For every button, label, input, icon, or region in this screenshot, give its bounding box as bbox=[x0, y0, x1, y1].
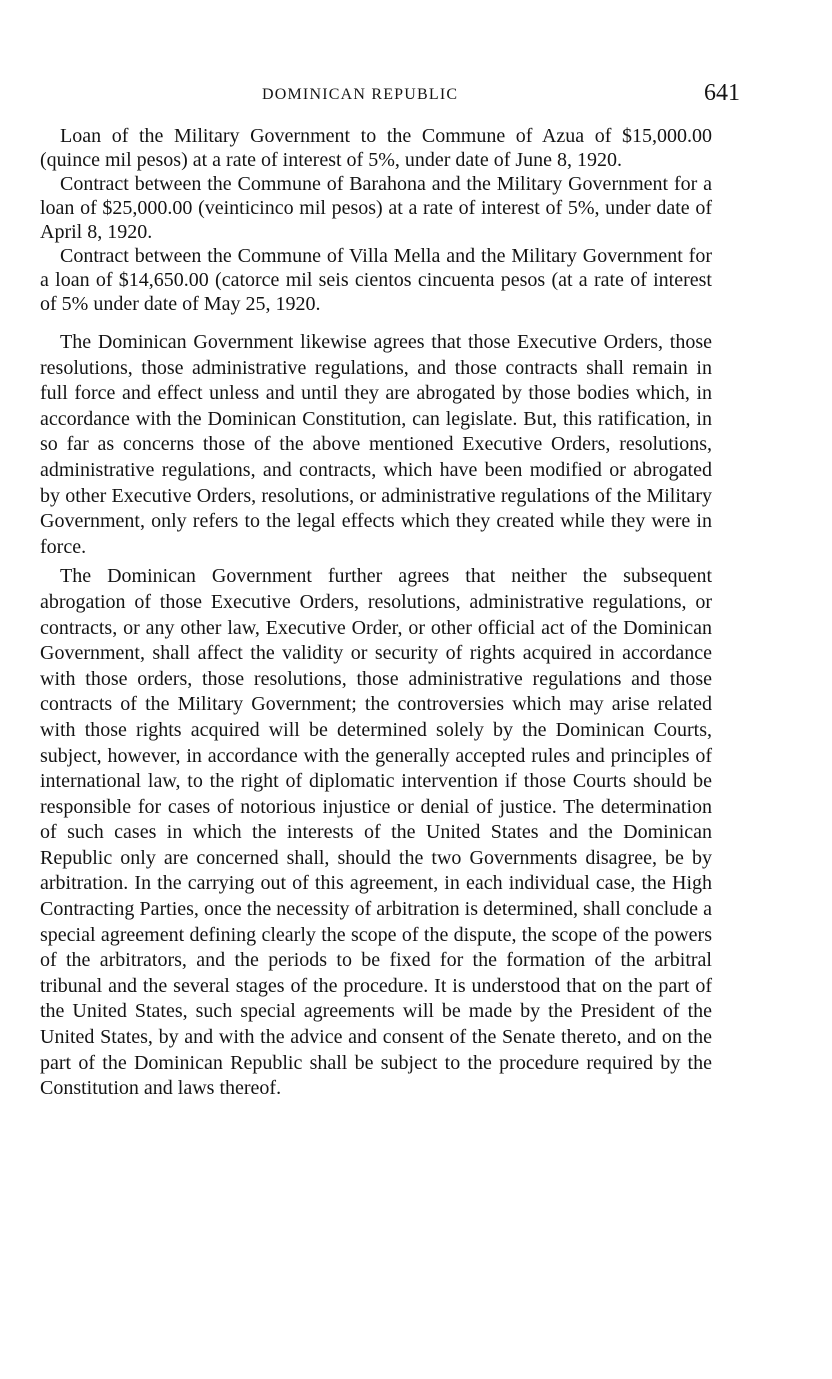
loan-contract-list bbox=[40, 124, 712, 316]
list-item-barahona-contract: Contract between the Commune of Barahona and the Military Government for a loan of $25,000.00 (veinticinco mil pesos) at a rate of interest of 5%, under date of April 8, 1920. bbox=[40, 173, 712, 243]
paragraph-acquired-rights: The Dominican Government further agrees that neither the subsequent abrogation of those Executive Orders, resolutions, administrative regulations, or contracts, or any other law, Executive Order, or other official act of the Dominican Government, shall affect the validity or security of rights acquired in accordance with those orders, those resolutions, those administrative regulations and those contracts of the Military Government; the controversies which may arise related with those rights acquired will be determined solely by the Dominican Courts, subject, however, in accordance with the generally accepted rules and principles of international law, to the right of diplomatic intervention if those Courts should be responsible for cases of notorious injustice or denial of justice. The determination of such cases in which the interests of the United States and the Dominican Republic only are concerned shall, should the two Governments disagree, be by arbitration. In the carrying out of this agreement, in each individual case, the High Contracting Parties, once the necessity of arbitration is determined, shall conclude a special agreement defining clearly the scope of the dispute, the scope of the powers of the arbitrators, and the periods to be fixed for the formation of the arbitral tribunal and the several stages of the procedure. It is understood that on the part of the United States, such special agreements will be made by the President of the United States, by and with the advice and consent of the Senate thereto, and on the part of the Dominican Republic shall be subject to the procedure required by the Constitution and laws thereof. bbox=[40, 565, 712, 1100]
spacer bbox=[40, 316, 712, 330]
list-item-azua-loan: Loan of the Military Government to the Commune of Azua of $15,000.00 (quince mil pesos) at a rate of interest of 5%, under date of June 8, 1920. bbox=[40, 125, 712, 171]
running-header bbox=[40, 80, 740, 110]
list-item-villa-mella-contract: Contract between the Commune of Villa Mella and the Military Government for a loan of $14,650.00 (catorce mil seis cientos cincuenta pesos (at a rate of interest of 5% under date of May 25, 1920. bbox=[40, 245, 712, 315]
body-text bbox=[40, 124, 712, 1102]
paragraph-ratification: The Dominican Government likewise agrees that those Executive Orders, those resolutions, those administrative regulations, and those contracts shall remain in full force and effect unless and until they are abrogated by those bodies which, in accordance with the Dominican Constitution, can legislate. But, this ratification, in so far as concerns those of the above mentioned Executive Orders, resolutions, administrative regulations, and contracts, which have been modified or abrogated by other Executive Orders, resolutions, or administrative regulations of the Military Government, only refers to the legal effects which they created while they were in force. bbox=[40, 331, 712, 558]
page-number: 641 bbox=[704, 80, 740, 106]
running-title: DOMINICAN REPUBLIC bbox=[262, 86, 459, 103]
